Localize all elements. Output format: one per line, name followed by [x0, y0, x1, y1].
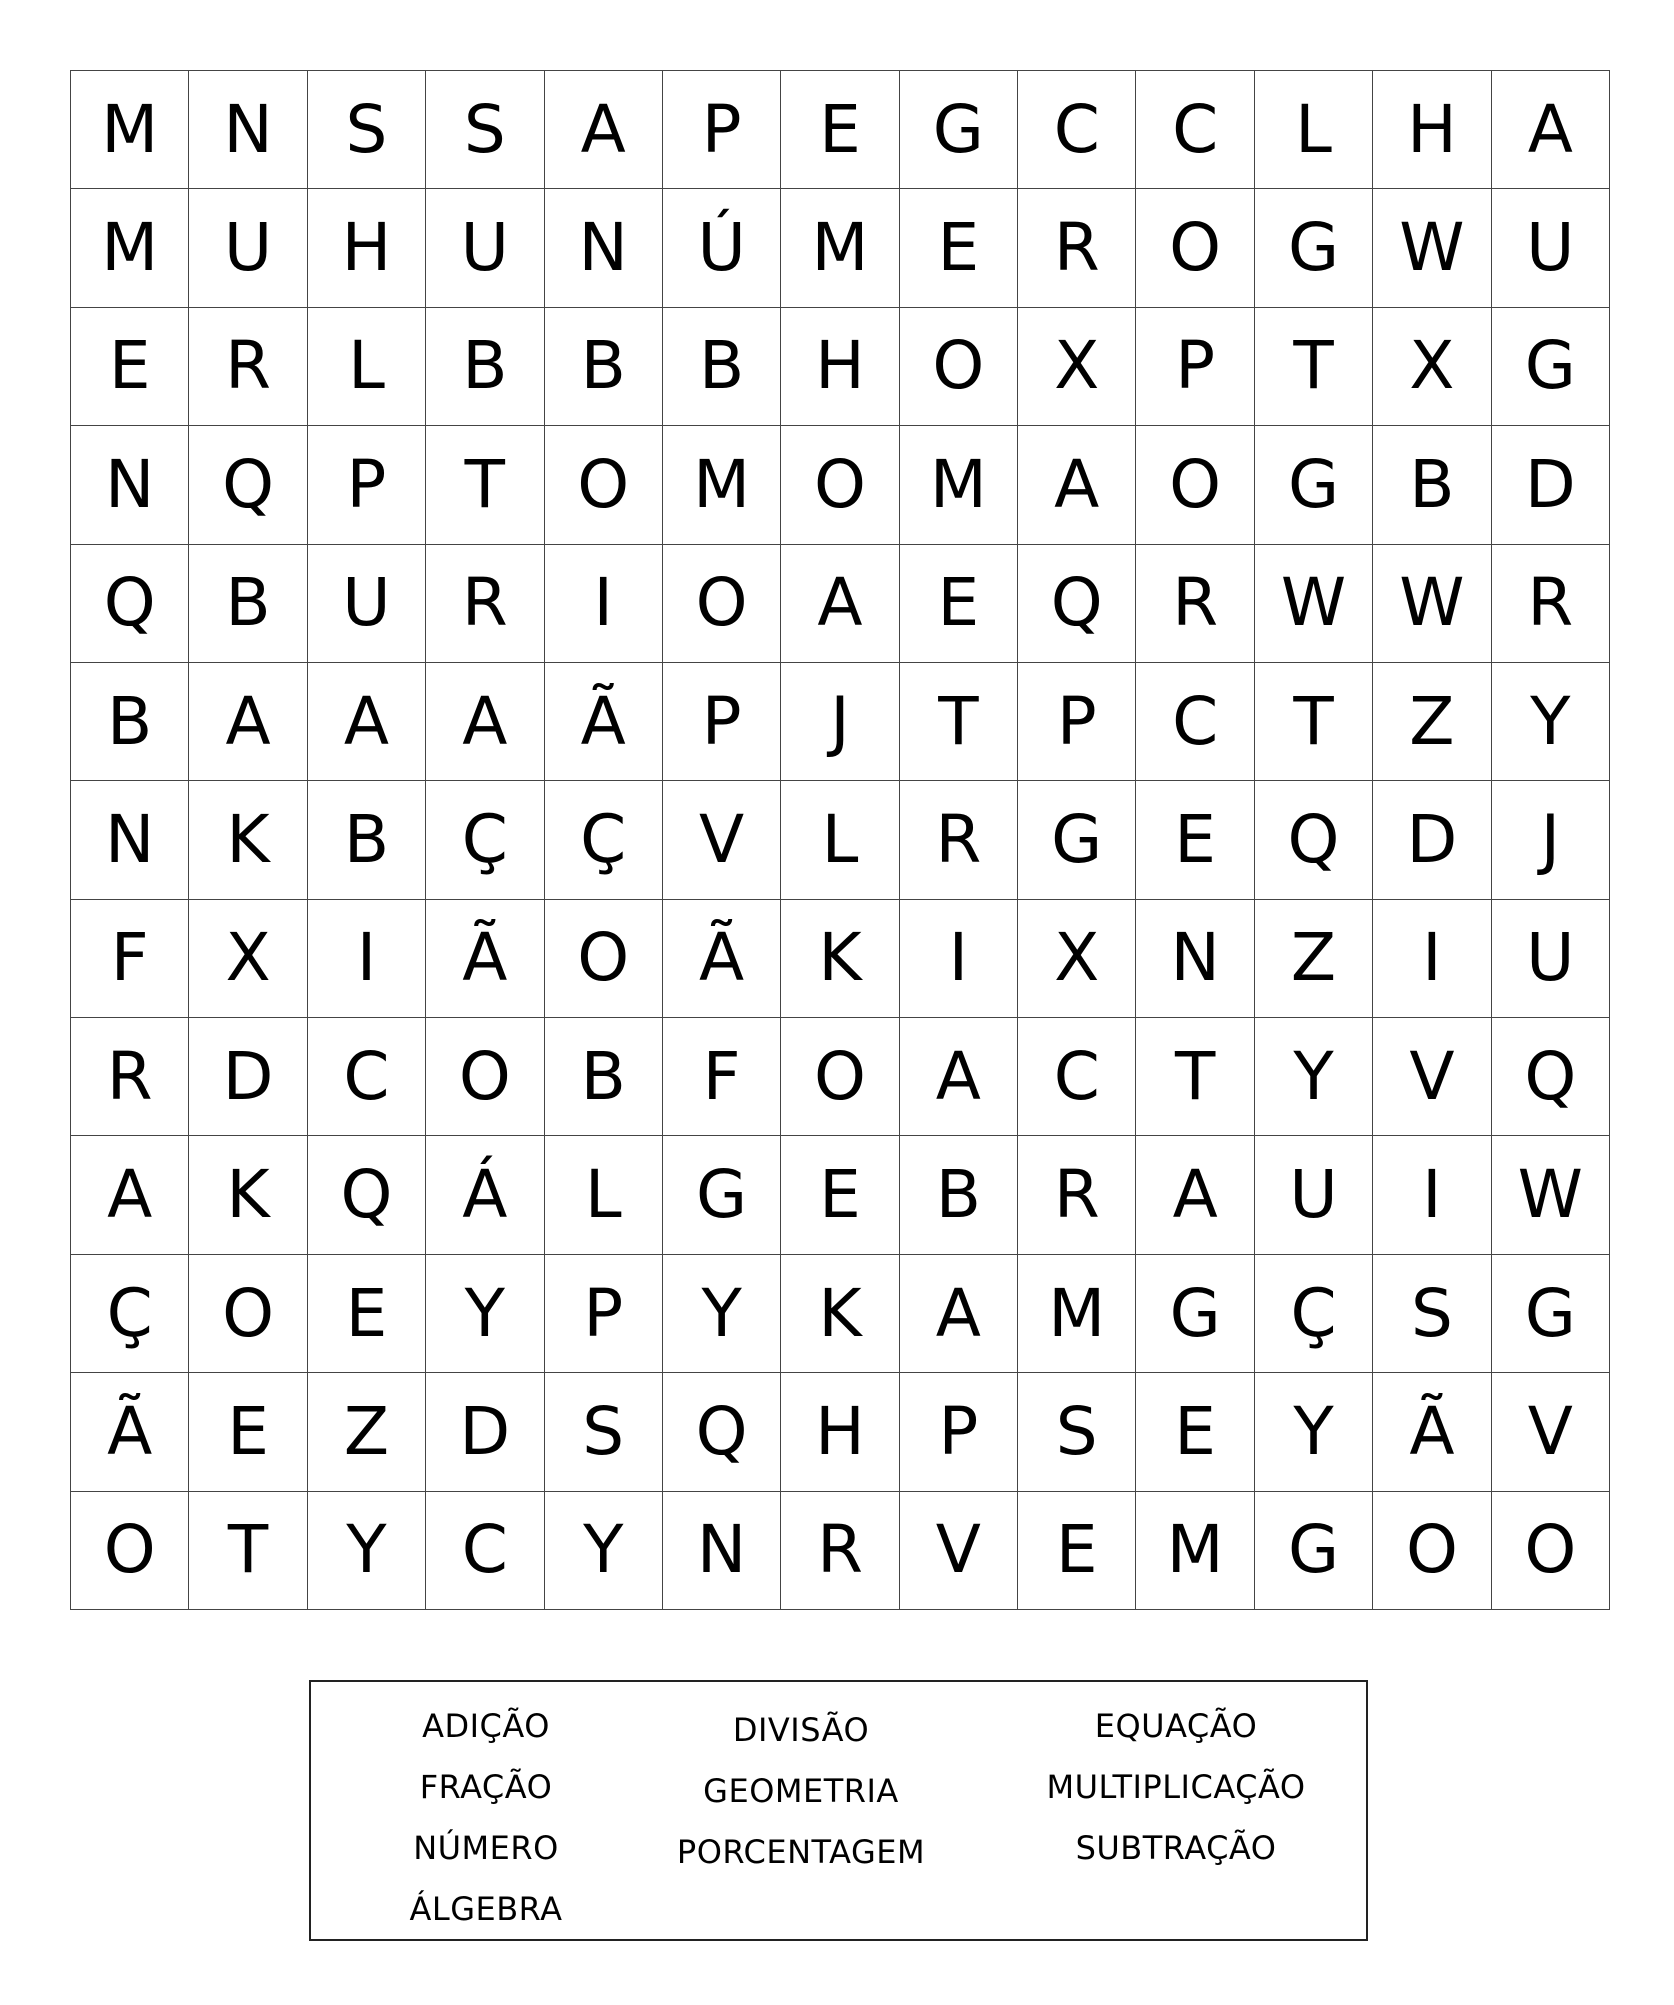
grid-cell[interactable]: M: [663, 426, 781, 544]
word-list-column-3: [1011, 1696, 1341, 1879]
grid-cell[interactable]: O: [71, 1492, 189, 1610]
grid-cell[interactable]: V: [1492, 1373, 1610, 1491]
grid-cell[interactable]: Y: [426, 1255, 544, 1373]
grid-cell[interactable]: D: [1373, 781, 1491, 899]
grid-cell[interactable]: A: [189, 663, 307, 781]
word-item: ÁLGEBRA: [409, 1890, 563, 1928]
grid-cell[interactable]: L: [781, 781, 899, 899]
grid-cell[interactable]: I: [900, 900, 1018, 1018]
grid-cell[interactable]: C: [1018, 1018, 1136, 1136]
grid-cell[interactable]: B: [900, 1136, 1018, 1254]
grid-cell[interactable]: L: [308, 308, 426, 426]
grid-cell[interactable]: P: [545, 1255, 663, 1373]
grid-cell[interactable]: X: [1018, 900, 1136, 1018]
grid-cell[interactable]: G: [1018, 781, 1136, 899]
grid-cell[interactable]: Y: [1492, 663, 1610, 781]
grid-cell[interactable]: S: [308, 71, 426, 189]
grid-cell[interactable]: G: [1255, 1492, 1373, 1610]
grid-cell[interactable]: B: [71, 663, 189, 781]
word-search-grid: [70, 70, 1610, 1610]
grid-cell[interactable]: P: [1018, 663, 1136, 781]
grid-cell[interactable]: T: [900, 663, 1018, 781]
grid-cell[interactable]: D: [426, 1373, 544, 1491]
grid-cell[interactable]: A: [426, 663, 544, 781]
grid-cell[interactable]: G: [900, 71, 1018, 189]
grid-cell[interactable]: Y: [545, 1492, 663, 1610]
grid-cell[interactable]: O: [545, 426, 663, 544]
grid-cell[interactable]: E: [900, 545, 1018, 663]
grid-cell[interactable]: Ç: [426, 781, 544, 899]
grid-cell[interactable]: I: [1373, 900, 1491, 1018]
grid-cell[interactable]: Q: [663, 1373, 781, 1491]
grid-cell[interactable]: O: [545, 900, 663, 1018]
word-item: EQUAÇÃO: [1094, 1707, 1258, 1745]
grid-cell[interactable]: N: [189, 71, 307, 189]
grid-cell[interactable]: E: [308, 1255, 426, 1373]
grid-cell[interactable]: G: [1492, 308, 1610, 426]
grid-cell[interactable]: R: [1018, 189, 1136, 307]
word-list-box: [309, 1680, 1368, 1941]
grid-cell[interactable]: A: [308, 663, 426, 781]
grid-cell[interactable]: O: [663, 545, 781, 663]
grid-cell[interactable]: C: [1136, 71, 1254, 189]
grid-cell[interactable]: T: [1255, 308, 1373, 426]
grid-cell[interactable]: A: [545, 71, 663, 189]
grid-cell[interactable]: I: [1373, 1136, 1491, 1254]
grid-cell[interactable]: Q: [1018, 545, 1136, 663]
grid-cell[interactable]: G: [1255, 189, 1373, 307]
grid-cell[interactable]: R: [1018, 1136, 1136, 1254]
grid-cell[interactable]: A: [781, 545, 899, 663]
grid-cell[interactable]: E: [71, 308, 189, 426]
grid-cell[interactable]: X: [1373, 308, 1491, 426]
grid-cell[interactable]: C: [308, 1018, 426, 1136]
word-item: ADIÇÃO: [422, 1707, 550, 1745]
grid-cell[interactable]: A: [71, 1136, 189, 1254]
grid-cell[interactable]: T: [1255, 663, 1373, 781]
grid-cell[interactable]: A: [1136, 1136, 1254, 1254]
grid-cell[interactable]: J: [1492, 781, 1610, 899]
grid-cell[interactable]: Y: [663, 1255, 781, 1373]
word-item: PORCENTAGEM: [676, 1833, 926, 1871]
word-item: FRAÇÃO: [419, 1768, 553, 1806]
grid-cell[interactable]: C: [426, 1492, 544, 1610]
grid-cell[interactable]: N: [1136, 900, 1254, 1018]
grid-cell[interactable]: X: [1018, 308, 1136, 426]
grid-cell[interactable]: I: [308, 900, 426, 1018]
grid-cell[interactable]: A: [1492, 71, 1610, 189]
grid-cell[interactable]: L: [1255, 71, 1373, 189]
grid-cell[interactable]: R: [781, 1492, 899, 1610]
grid-cell[interactable]: M: [1018, 1255, 1136, 1373]
grid-cell[interactable]: C: [1136, 663, 1254, 781]
grid-cell[interactable]: Ã: [663, 900, 781, 1018]
grid-cell[interactable]: X: [189, 900, 307, 1018]
grid-cell[interactable]: M: [900, 426, 1018, 544]
grid-cell[interactable]: T: [1136, 1018, 1254, 1136]
grid-cell[interactable]: V: [900, 1492, 1018, 1610]
grid-cell[interactable]: K: [781, 900, 899, 1018]
grid-cell[interactable]: E: [1136, 1373, 1254, 1491]
grid-cell[interactable]: Y: [1255, 1018, 1373, 1136]
grid-cell[interactable]: E: [189, 1373, 307, 1491]
grid-cell[interactable]: S: [1373, 1255, 1491, 1373]
grid-cell[interactable]: I: [545, 545, 663, 663]
grid-cell[interactable]: N: [663, 1492, 781, 1610]
grid-cell[interactable]: J: [781, 663, 899, 781]
word-list-column-1: [361, 1696, 611, 1940]
grid-cell[interactable]: E: [781, 1136, 899, 1254]
grid-cell[interactable]: D: [189, 1018, 307, 1136]
grid-cell[interactable]: R: [189, 308, 307, 426]
grid-cell[interactable]: U: [189, 189, 307, 307]
grid-cell[interactable]: F: [663, 1018, 781, 1136]
grid-cell[interactable]: Y: [308, 1492, 426, 1610]
grid-cell[interactable]: K: [189, 781, 307, 899]
grid-cell[interactable]: U: [308, 545, 426, 663]
grid-cell[interactable]: P: [663, 663, 781, 781]
word-item: GEOMETRIA: [703, 1772, 899, 1810]
grid-cell[interactable]: E: [1136, 781, 1254, 899]
grid-cell[interactable]: V: [663, 781, 781, 899]
grid-cell[interactable]: B: [545, 1018, 663, 1136]
grid-cell[interactable]: B: [426, 308, 544, 426]
grid-cell[interactable]: U: [426, 189, 544, 307]
grid-cell[interactable]: H: [308, 189, 426, 307]
grid-cell[interactable]: Y: [1255, 1373, 1373, 1491]
grid-cell[interactable]: B: [308, 781, 426, 899]
grid-cell[interactable]: K: [781, 1255, 899, 1373]
grid-cell[interactable]: B: [189, 545, 307, 663]
grid-cell[interactable]: Q: [1492, 1018, 1610, 1136]
word-item: NÚMERO: [413, 1829, 559, 1867]
grid-cell[interactable]: Q: [189, 426, 307, 544]
grid-cell[interactable]: C: [1018, 71, 1136, 189]
grid-cell[interactable]: Ã: [426, 900, 544, 1018]
grid-cell[interactable]: E: [1018, 1492, 1136, 1610]
grid-cell[interactable]: R: [900, 781, 1018, 899]
grid-cell[interactable]: M: [71, 71, 189, 189]
grid-cell[interactable]: W: [1373, 189, 1491, 307]
word-list-column-2: [661, 1700, 941, 1883]
grid-cell[interactable]: Ã: [545, 663, 663, 781]
word-item: SUBTRAÇÃO: [1075, 1829, 1277, 1867]
grid-cell[interactable]: E: [781, 71, 899, 189]
grid-cell[interactable]: S: [1018, 1373, 1136, 1491]
grid-cell[interactable]: H: [781, 308, 899, 426]
grid-cell[interactable]: R: [1492, 545, 1610, 663]
grid-cell[interactable]: O: [781, 426, 899, 544]
grid-cell[interactable]: G: [1136, 1255, 1254, 1373]
grid-cell[interactable]: O: [781, 1018, 899, 1136]
grid-cell[interactable]: N: [71, 426, 189, 544]
grid-cell[interactable]: Z: [308, 1373, 426, 1491]
grid-cell[interactable]: E: [900, 189, 1018, 307]
grid-cell[interactable]: W: [1255, 545, 1373, 663]
grid-cell[interactable]: O: [1492, 1492, 1610, 1610]
grid-cell[interactable]: H: [1373, 71, 1491, 189]
grid-cell[interactable]: S: [426, 71, 544, 189]
grid-cell[interactable]: O: [1136, 426, 1254, 544]
grid-cell[interactable]: B: [1373, 426, 1491, 544]
grid-cell[interactable]: A: [900, 1018, 1018, 1136]
grid-cell[interactable]: G: [1255, 426, 1373, 544]
grid-cell[interactable]: O: [426, 1018, 544, 1136]
grid-cell[interactable]: A: [900, 1255, 1018, 1373]
grid-cell[interactable]: K: [189, 1136, 307, 1254]
grid-cell[interactable]: Ç: [1255, 1255, 1373, 1373]
grid-cell[interactable]: M: [1136, 1492, 1254, 1610]
grid-cell[interactable]: B: [663, 308, 781, 426]
grid-cell[interactable]: N: [71, 781, 189, 899]
grid-cell[interactable]: R: [1136, 545, 1254, 663]
grid-cell[interactable]: O: [1373, 1492, 1491, 1610]
grid-cell[interactable]: F: [71, 900, 189, 1018]
grid-cell[interactable]: Ç: [545, 781, 663, 899]
grid-cell[interactable]: L: [545, 1136, 663, 1254]
grid-cell[interactable]: R: [71, 1018, 189, 1136]
grid-cell[interactable]: Ã: [1373, 1373, 1491, 1491]
grid-cell[interactable]: P: [308, 426, 426, 544]
grid-cell[interactable]: Á: [426, 1136, 544, 1254]
grid-cell[interactable]: S: [545, 1373, 663, 1491]
grid-cell[interactable]: G: [663, 1136, 781, 1254]
word-item: MULTIPLICAÇÃO: [1046, 1768, 1306, 1806]
grid-cell[interactable]: P: [900, 1373, 1018, 1491]
grid-cell[interactable]: G: [1492, 1255, 1610, 1373]
grid-cell[interactable]: M: [71, 189, 189, 307]
grid-cell[interactable]: O: [189, 1255, 307, 1373]
grid-cell[interactable]: Z: [1373, 663, 1491, 781]
grid-cell[interactable]: U: [1255, 1136, 1373, 1254]
grid-cell[interactable]: O: [1136, 189, 1254, 307]
word-item: DIVISÃO: [732, 1711, 870, 1749]
grid-cell[interactable]: R: [426, 545, 544, 663]
grid-cell[interactable]: Ç: [71, 1255, 189, 1373]
grid-cell[interactable]: A: [1018, 426, 1136, 544]
grid-cell[interactable]: H: [781, 1373, 899, 1491]
grid-cell[interactable]: Q: [1255, 781, 1373, 899]
grid-cell[interactable]: P: [663, 71, 781, 189]
grid-cell[interactable]: P: [1136, 308, 1254, 426]
grid-cell[interactable]: Ã: [71, 1373, 189, 1491]
grid-cell[interactable]: U: [1492, 900, 1610, 1018]
grid-cell[interactable]: Z: [1255, 900, 1373, 1018]
grid-cell[interactable]: O: [900, 308, 1018, 426]
grid-cell[interactable]: U: [1492, 189, 1610, 307]
grid-cell[interactable]: Q: [71, 545, 189, 663]
grid-cell[interactable]: W: [1373, 545, 1491, 663]
grid-cell[interactable]: Ú: [663, 189, 781, 307]
grid-cell[interactable]: D: [1492, 426, 1610, 544]
grid-cell[interactable]: Q: [308, 1136, 426, 1254]
grid-cell[interactable]: N: [545, 189, 663, 307]
grid-cell[interactable]: T: [189, 1492, 307, 1610]
grid-cell[interactable]: V: [1373, 1018, 1491, 1136]
grid-cell[interactable]: B: [545, 308, 663, 426]
grid-cell[interactable]: M: [781, 189, 899, 307]
grid-cell[interactable]: W: [1492, 1136, 1610, 1254]
grid-cell[interactable]: T: [426, 426, 544, 544]
